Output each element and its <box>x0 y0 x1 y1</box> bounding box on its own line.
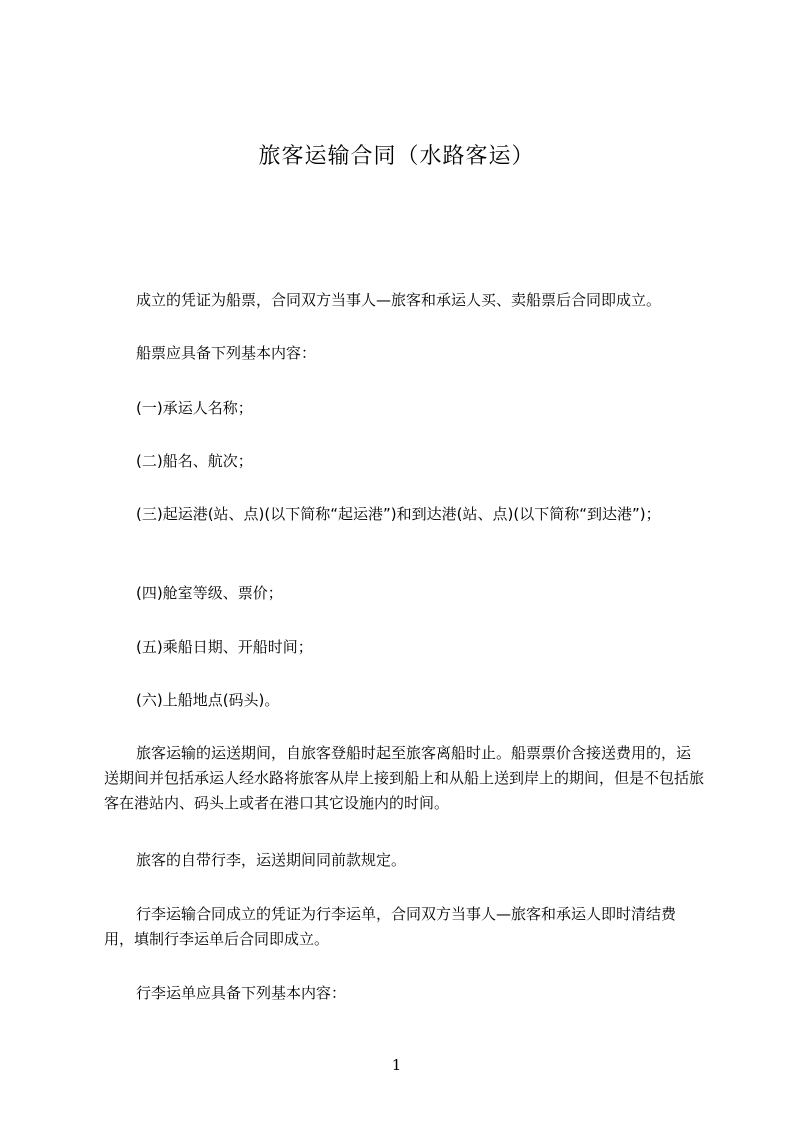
document-title: 旅客运输合同（水路客运） <box>258 144 535 169</box>
paragraph-transport-period: 旅客运输的运送期间，自旅客登船时起至旅客离船时止。船票票价含接送费用的，运送期间并包括承运人经水路将旅客从岸上接到船上和从船上送到岸上的期间，但是不包括旅客在港站内、码头上或者在港口其它设施内的时间。 <box>104 744 705 812</box>
paragraph-ticket-contents-intro: 船票应具备下列基本内容： <box>136 344 317 362</box>
paragraph-carry-on-luggage: 旅客的自带行李，运送期间同前款规定。 <box>136 851 407 869</box>
list-item-carrier-name: (一)承运人名称； <box>136 399 253 417</box>
list-item-date-time: (五)乘船日期、开船时间； <box>136 638 313 656</box>
list-item-boarding-place: (六)上船地点(码头)。 <box>136 691 280 709</box>
paragraph-luggage-contract: 行李运输合同成立的凭证为行李运单，合同双方当事人—旅客和承运人即时清结费用，填制行李运单后合同即成立。 <box>104 905 677 948</box>
paragraph-luggage-waybill-intro: 行李运单应具备下列基本内容： <box>136 984 347 1002</box>
list-item-ship-voyage: (二)船名、航次； <box>136 452 253 470</box>
list-item-cabin-fare: (四)舱室等级、票价； <box>136 584 283 602</box>
page-number: 1 <box>391 1056 402 1074</box>
list-item-ports: (三)起运港(站、点)(以下简称“起运港”)和到达港(站、点)(以下简称“到达港”)； <box>136 505 661 523</box>
paragraph-contract-formation: 成立的凭证为船票，合同双方当事人—旅客和承运人买、卖船票后合同即成立。 <box>136 291 662 309</box>
